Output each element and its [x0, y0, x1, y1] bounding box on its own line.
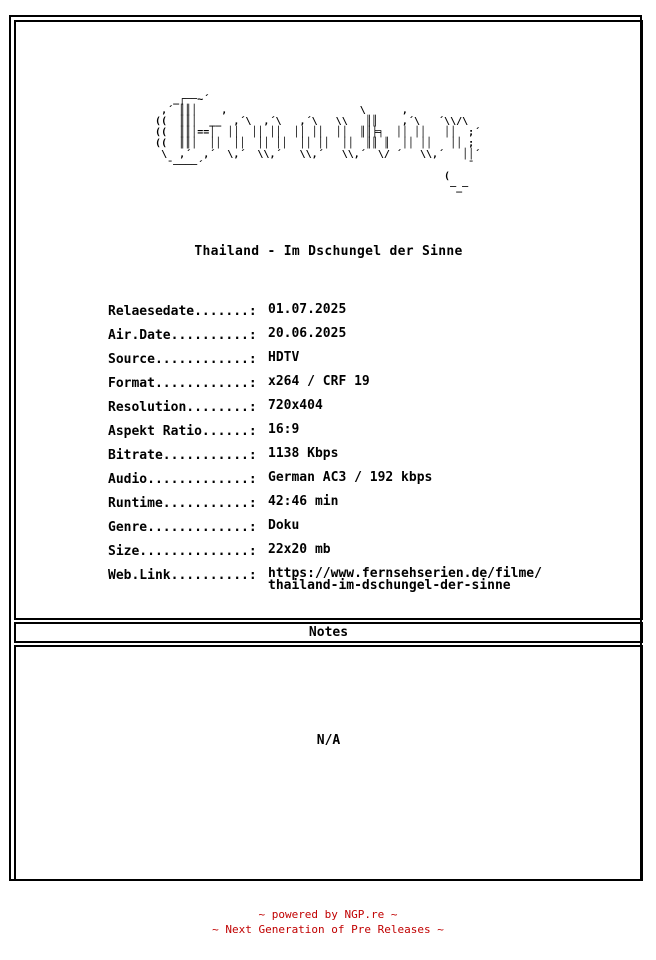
info-label: Relaesedate.......:	[108, 304, 257, 319]
info-value: 1138 Kbps	[268, 446, 339, 461]
info-label: Genre.............:	[108, 520, 257, 535]
info-value: Doku	[268, 518, 300, 533]
info-row-air-date	[108, 328, 542, 352]
info-row-web-link	[108, 568, 542, 592]
info-value: 22x20 mb	[268, 542, 331, 557]
info-value: 01.07.2025	[268, 302, 347, 317]
notes-body: N/A	[316, 733, 341, 748]
info-value: German AC3 / 192 kbps	[268, 470, 433, 485]
info-label: Format............:	[108, 376, 257, 391]
info-row-release-date	[108, 304, 542, 328]
info-row-genre	[108, 520, 542, 544]
footer-powered-by: ~ powered by NGP.re ~	[258, 908, 398, 921]
notes-header	[14, 622, 643, 643]
info-row-runtime	[108, 496, 542, 520]
info-label: Audio.............:	[108, 472, 257, 487]
info-label: Air.Date..........:	[108, 328, 257, 343]
info-label: Aspekt Ratio......:	[108, 424, 257, 439]
info-row-audio	[108, 472, 542, 496]
info-row-size	[108, 544, 542, 568]
info-label: Resolution........:	[108, 400, 257, 415]
info-row-aspect-ratio	[108, 424, 542, 448]
info-value: HDTV	[268, 350, 300, 365]
info-label: Size..............:	[108, 544, 257, 559]
info-value: x264 / CRF 19	[268, 374, 370, 389]
info-label: Web.Link..........:	[108, 568, 257, 583]
info-label: Runtime...........:	[108, 496, 257, 511]
nfo-frame	[9, 15, 642, 881]
release-info-list	[108, 304, 542, 592]
info-label: Source............:	[108, 352, 257, 367]
info-value: 42:46 min	[268, 494, 339, 509]
info-row-resolution	[108, 400, 542, 424]
ascii-art-logo: _┌──~´ ,´ ║║│ , \ , (( ║║│ __ ,´\ ,´\ ,´\ \\ ║║ ,´\ ´\\/\ (( ║║│==│ ││ ││ ││ ││ ││ ││ ║║╞╕ ││ ││ ││ ;´ (( ║║│ ││ ││ ││ ││ ││ ││ ││ ║║ ║ ││ ││ ││ ; \ ,´ ,´ \,´ \\,´ \\,´ \\,´ \/ ´ \\,´ ││´ ¯────´ ¯ ( ─_─	[155, 94, 481, 193]
footer-tagline: ~ Next Generation of Pre Releases ~	[212, 923, 444, 936]
web-link-value: https://www.fernsehserien.de/filme/ thailand-im-dschungel-der-sinne	[268, 566, 542, 593]
notes-panel	[14, 645, 643, 881]
info-value: 720x404	[268, 398, 323, 413]
info-row-source	[108, 352, 542, 376]
info-row-bitrate	[108, 448, 542, 472]
info-row-format	[108, 376, 542, 400]
release-title: Thailand - Im Dschungel der Sinne	[194, 244, 463, 259]
notes-heading: Notes	[308, 625, 349, 640]
info-label: Bitrate...........:	[108, 448, 257, 463]
info-value: 16:9	[268, 422, 300, 437]
info-value: 20.06.2025	[268, 326, 347, 341]
release-info-panel	[14, 20, 643, 620]
